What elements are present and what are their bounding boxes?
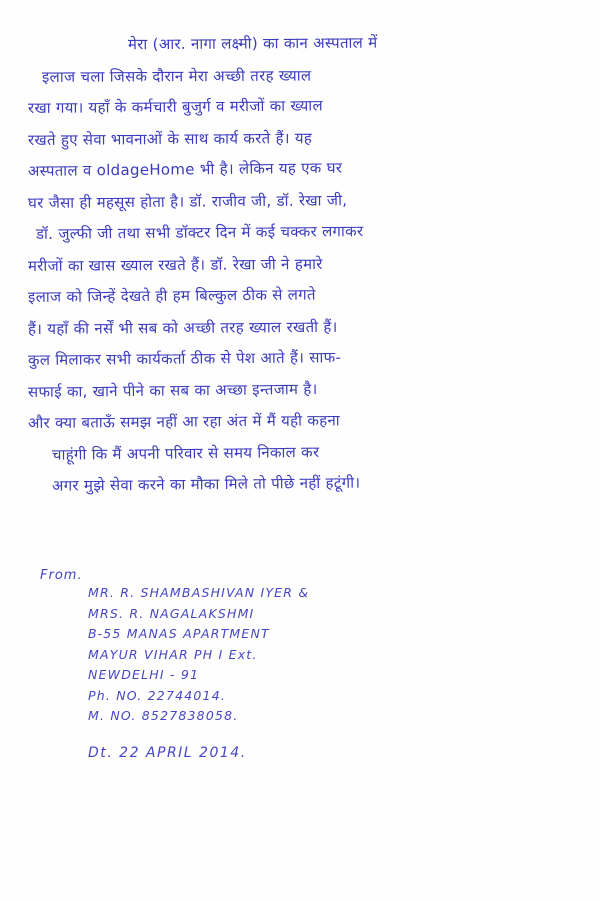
address-line: B-55 MANAS APARTMENT	[88, 626, 270, 641]
letter-line: और क्या बताऊँ समझ नहीं आ रहा अंत में मैं यही कहना	[27, 411, 341, 432]
letter-date: Dt. 22 APRIL 2014.	[88, 744, 247, 761]
address-line: M. NO. 8527838058.	[88, 708, 239, 723]
letter-line: रखते हुए सेवा भावनाओं के साथ कार्य करते हैं। यह	[27, 128, 313, 149]
letter-line: डॉ. जुल्फी जी तथा सभी डॉक्टर दिन में कई चक्कर लगाकर	[35, 222, 364, 243]
letter-line: सफाई का, खाने पीने का सब का अच्छा इन्तजाम है।	[27, 379, 318, 401]
letter-line: मरीजों का खास ख्याल रखते हैं। डॉ. रेखा जी ने हमारे	[27, 254, 323, 275]
letter-line: मेरा (आर. नागा लक्ष्मी) का कान अस्पताल में	[127, 33, 378, 54]
address-line: NEWDELHI - 91	[88, 667, 200, 682]
letter-line: चाहूंगी कि मैं अपनी परिवार से समय निकाल कर	[51, 442, 320, 464]
letter-line: घर जैसा ही महसूस होता है। डॉ. राजीव जी, डॉ. रेखा जी,	[27, 190, 348, 212]
address-line: MRS. R. NAGALAKSHMI	[88, 605, 255, 621]
letter-line: इलाज चला जिसके दौरान मेरा अच्छी तरह ख्याल	[41, 66, 312, 86]
letter-line: हैं। यहाँ की नर्सें भी सब को अच्छी तरह ख्याल रखती हैं।	[27, 317, 338, 338]
address-line: MR. R. SHAMBASHIVAN IYER &	[88, 585, 310, 600]
letter-body	[28, 30, 576, 503]
letter-line: इलाज को जिन्हें देखते ही हम बिल्कुल ठीक से लगते	[27, 285, 316, 306]
from-label: From.	[40, 568, 83, 583]
letter-line: अगर मुझे सेवा करने का मौका मिले तो पीछे नहीं हटूंगी।	[51, 473, 361, 495]
letter-line: रखा गया। यहाँ के कर्मचारी बुजुर्ग व मरीजों का ख्याल	[27, 96, 323, 117]
sender-address	[88, 583, 460, 727]
address-line: MAYUR VIHAR PH I Ext.	[88, 646, 258, 662]
letter-line: अस्पताल व oldageHome भी है। लेकिन यह एक घर	[27, 158, 343, 180]
sender-block	[40, 568, 460, 761]
address-line: Ph. NO. 22744014.	[88, 687, 227, 703]
letter-line: कुल मिलाकर सभी कार्यकर्ता ठीक से पेश आते हैं। साफ-	[27, 348, 342, 369]
